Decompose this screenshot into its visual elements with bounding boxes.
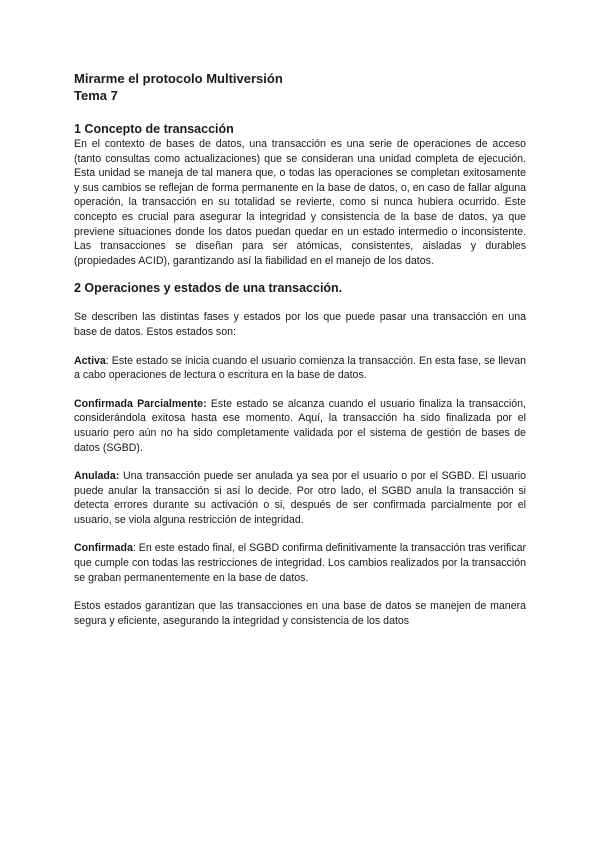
state-description: Una transacción puede ser anulada ya sea por el usuario o por el SGBD. El usuario puede anular la transacción si así lo decide. Por otro lado, el SGBD anula la transacción si detecta errores durante su activación o si, después de ser confirmada parcialmente por el usuario, se viola alguna restricción de integridad. (74, 470, 526, 526)
state-confirmada (74, 541, 526, 585)
document-page (74, 70, 526, 628)
section-2-conclusion: Estos estados garantizan que las transacciones en una base de datos se manejen de manera segura y eficiente, asegurando la integridad y consistencia de los datos (74, 600, 526, 627)
section-1-heading: 1 Concepto de transacción (74, 122, 234, 136)
section-2-heading: 2 Operaciones y estados de una transacción. (74, 281, 343, 296)
state-term: Confirmada Parcialmente: (74, 397, 207, 410)
state-confirmada-parcialmente (74, 397, 526, 455)
state-description: Este estado se alcanza cuando el usuario finaliza la transacción, considerándola exitosa hasta ese momento. Aquí, la transacción ha sido finalizada por el usuario pero aún no ha sido completamente validada por el sistema de gestión de bases de datos (SGBD). (74, 397, 526, 454)
state-description: : En este estado final, el SGBD confirma definitivamente la transacción tras verificar que cumple con todas las restricciones de integridad. Los cambios realizados por la transacción se graban permanentemente en la base de datos. (74, 542, 526, 584)
section-2-intro: Se describen las distintas fases y estados por los que puede pasar una transacción en una base de datos. Estos estados son: (74, 311, 526, 338)
state-anulada (74, 469, 526, 527)
document-title: Mirarme el protocolo Multiversión (74, 71, 283, 86)
state-term: Activa (74, 354, 106, 367)
state-description: : Este estado se inicia cuando el usuario comienza la transacción. En esta fase, se llevan a cabo operaciones de lectura o escritura en la base de datos. (74, 354, 526, 382)
state-term: Confirmada (74, 542, 133, 555)
state-term: Anulada: (74, 470, 120, 483)
document-subtitle: Tema 7 (74, 88, 118, 103)
section-1-body: En el contexto de bases de datos, una transacción es una serie de operaciones de acceso (tanto consultas como actualizaciones) que se consideran una unidad completa de ejecución. Esta unidad se maneja de tal manera que, o todas las operaciones se completan exitosamente y sus cambios se reflejan de forma permanente en la base de datos, o, en caso de fallar alguna operación, la transacción en su totalidad se revierte, como si nunca hubiera ocurrido. Este concepto es crucial para asegurar la integridad y consistencia de la base de datos, ya que previene situaciones donde los datos puedan quedar en un estado intermedio o inconsistente. Las transacciones se diseñan para ser atómicas, consistentes, aisladas y durables (propiedades ACID), garantizando así la fiabilidad en el manejo de los datos. (74, 138, 526, 267)
state-activa (74, 354, 526, 383)
